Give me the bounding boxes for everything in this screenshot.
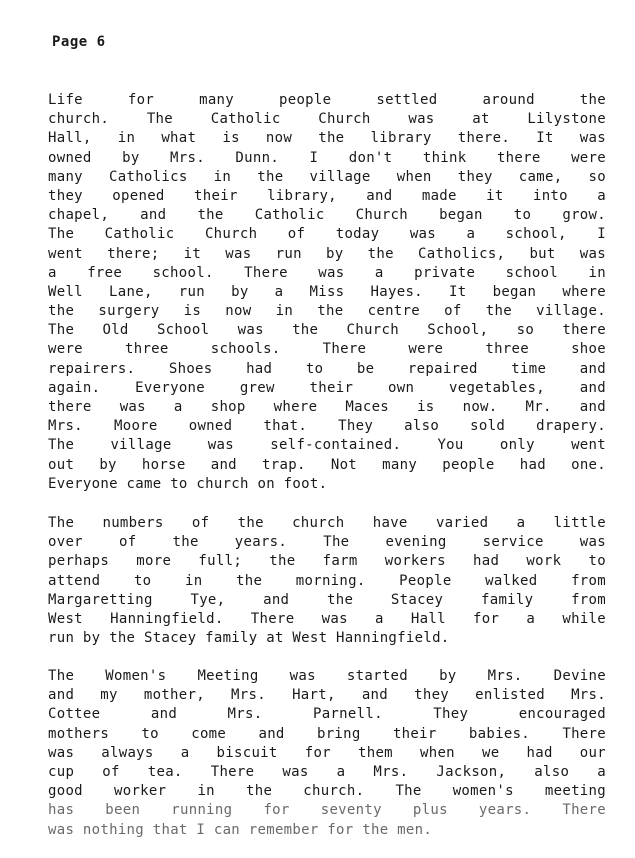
text-line: Cottee and Mrs. Parnell. They encouraged xyxy=(48,706,606,723)
text-line: The numbers of the church have varied a little xyxy=(48,515,606,531)
text-line: Hall, in what is now the library there. It was xyxy=(48,130,606,147)
text-line: went there; it was run by the Catholics, but was xyxy=(48,245,606,262)
text-line: Life for many people settled around the xyxy=(48,92,606,108)
text-line: and my mother, Mrs. Hart, and they enlisted Mrs. xyxy=(48,687,606,704)
text-line: the surgery is now in the centre of the village. xyxy=(48,303,606,320)
text-line: The Women's Meeting was started by Mrs. Devine xyxy=(48,668,606,684)
text-line: Margaretting Tye, and the Stacey family from xyxy=(48,591,606,608)
text-line: again. Everyone grew their own vegetables, and xyxy=(48,379,606,396)
text-line: cup of tea. There was a Mrs. Jackson, also a xyxy=(48,763,606,780)
text-line: repairers. Shoes had to be repaired time and xyxy=(48,360,606,377)
text-line: a free school. There was a private school in xyxy=(48,264,606,281)
text-line: run by the Stacey family at West Hanningfield. xyxy=(48,630,450,647)
text-line: mothers to come and bring their babies. There xyxy=(48,725,606,742)
text-line: there was a shop where Maces is now. Mr. and xyxy=(48,399,606,415)
text-line: was always a biscuit for them when we had our xyxy=(48,744,606,761)
text-line: Well Lane, run by a Miss Hayes. It began where xyxy=(48,283,606,300)
text-line: over of the years. The evening service was xyxy=(48,534,606,551)
page-number: Page 6 xyxy=(52,34,106,50)
text-line: The village was self-contained. You only went xyxy=(48,437,606,454)
text-line: good worker in the church. The women's meeting xyxy=(48,783,606,800)
paragraph-church-numbers xyxy=(48,514,606,648)
text-line: Mrs. Moore owned that. They also sold drapery. xyxy=(48,418,606,435)
text-line: many Catholics in the village when they came, so xyxy=(48,168,606,185)
text-line: out by horse and trap. Not many people had one. xyxy=(48,456,606,473)
paragraph-catholic-church xyxy=(48,91,606,494)
text-line: attend to in the morning. People walked from xyxy=(48,572,606,589)
text-line: has been running for seventy plus years. There xyxy=(48,802,606,819)
text-line: The Catholic Church of today was a school, I xyxy=(48,226,606,243)
text-line: Everyone came to church on foot. xyxy=(48,475,328,492)
text-line: chapel, and the Catholic Church began to grow. xyxy=(48,207,606,224)
text-line: church. The Catholic Church was at Lilystone xyxy=(48,111,606,128)
text-line: West Hanningfield. There was a Hall for a while xyxy=(48,610,606,627)
text-line: The Old School was the Church School, so there xyxy=(48,322,606,339)
text-line: owned by Mrs. Dunn. I don't think there were xyxy=(48,149,606,166)
text-line: were three schools. There were three shoe xyxy=(48,341,606,358)
text-line: was nothing that I can remember for the men. xyxy=(48,821,433,838)
paragraph-womens-meeting xyxy=(48,667,606,840)
text-line: perhaps more full; the farm workers had work to xyxy=(48,553,606,570)
text-line: they opened their library, and made it into a xyxy=(48,187,606,204)
